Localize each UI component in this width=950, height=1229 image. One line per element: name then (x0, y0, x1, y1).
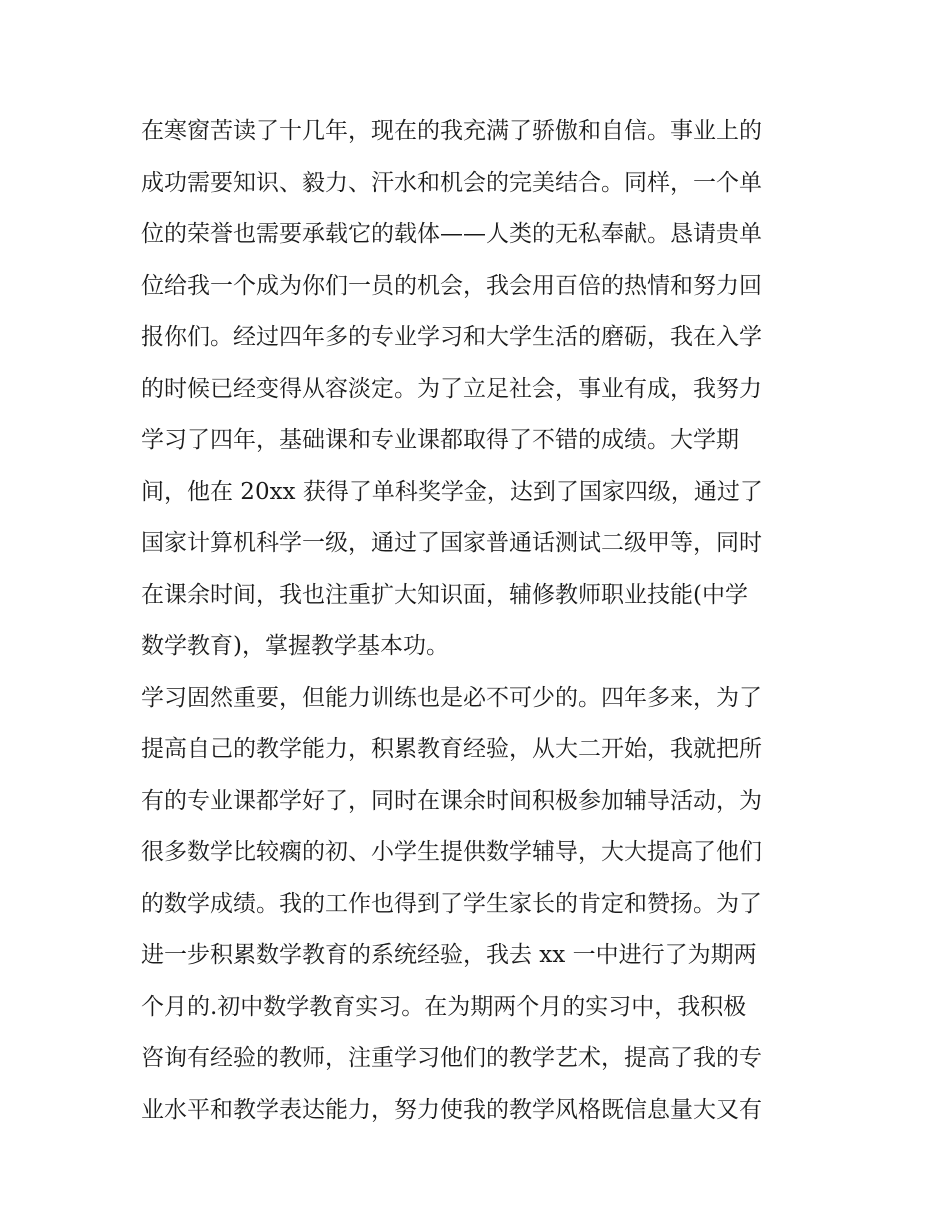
text-line-7: 学习了四年，基础课和专业课都取得了不错的成绩。大学期 (141, 427, 739, 453)
text-line-4: 位给我一个成为你们一员的机会，我会用百倍的热情和努力回 (141, 272, 762, 299)
text-line-9: 国家计算机科学一级，通过了国家普通话测试二级甲等，同时 (141, 530, 762, 556)
text-line-18: 个月的.初中数学教育实习。在为期两个月的实习中，我积极 (141, 993, 747, 1020)
text-line-1: 在寒窗苦读了十几年，现在的我充满了骄傲和自信。事业上的 (141, 118, 762, 144)
text-line-19: 咨询有经验的教师，注重学习他们的教学艺术，提高了我的专 (141, 1045, 762, 1071)
text-line-11: 数学教育)，掌握教学基本功。 (141, 633, 449, 659)
text-line-3: 位的荣誉也需要承载它的载体——人类的无私奉献。恳请贵单 (141, 221, 762, 247)
text-line-2: 成功需要知识、毅力、汗水和机会的完美结合。同样，一个单 (141, 169, 762, 196)
body-text (141, 106, 821, 1136)
text-line-8: 间，他在 20xx 获得了单科奖学金，达到了国家四级，通过了 (141, 478, 763, 505)
text-line-16: 的数学成绩。我的工作也得到了学生家长的肯定和赞扬。为了 (141, 890, 762, 917)
text-line-6: 的时候已经变得从容淡定。为了立足社会，事业有成，我努力 (141, 375, 762, 402)
text-line-17: 进一步积累数学教育的系统经验，我去 xx 一中进行了为期两 (141, 942, 757, 968)
text-line-20: 业水平和教学表达能力，努力使我的教学风格既信息量大又有 (141, 1096, 762, 1123)
text-line-14: 有的专业课都学好了，同时在课余时间积极参加辅导活动，为 (141, 787, 762, 814)
text-line-15: 很多数学比较瘸的初、小学生提供数学辅导，大大提高了他们 (141, 839, 762, 865)
text-line-5: 报你们。经过四年多的专业学习和大学生活的磨砺，我在入学 (141, 324, 762, 350)
text-line-12: 学习固然重要，但能力训练也是必不可少的。四年多来，为了 (141, 684, 762, 711)
text-line-10: 在课余时间，我也注重扩大知识面，辅修教师职业技能(中学 (141, 581, 748, 608)
text-line-13: 提高自己的教学能力，积累教育经验，从大二开始，我就把所 (141, 736, 762, 762)
